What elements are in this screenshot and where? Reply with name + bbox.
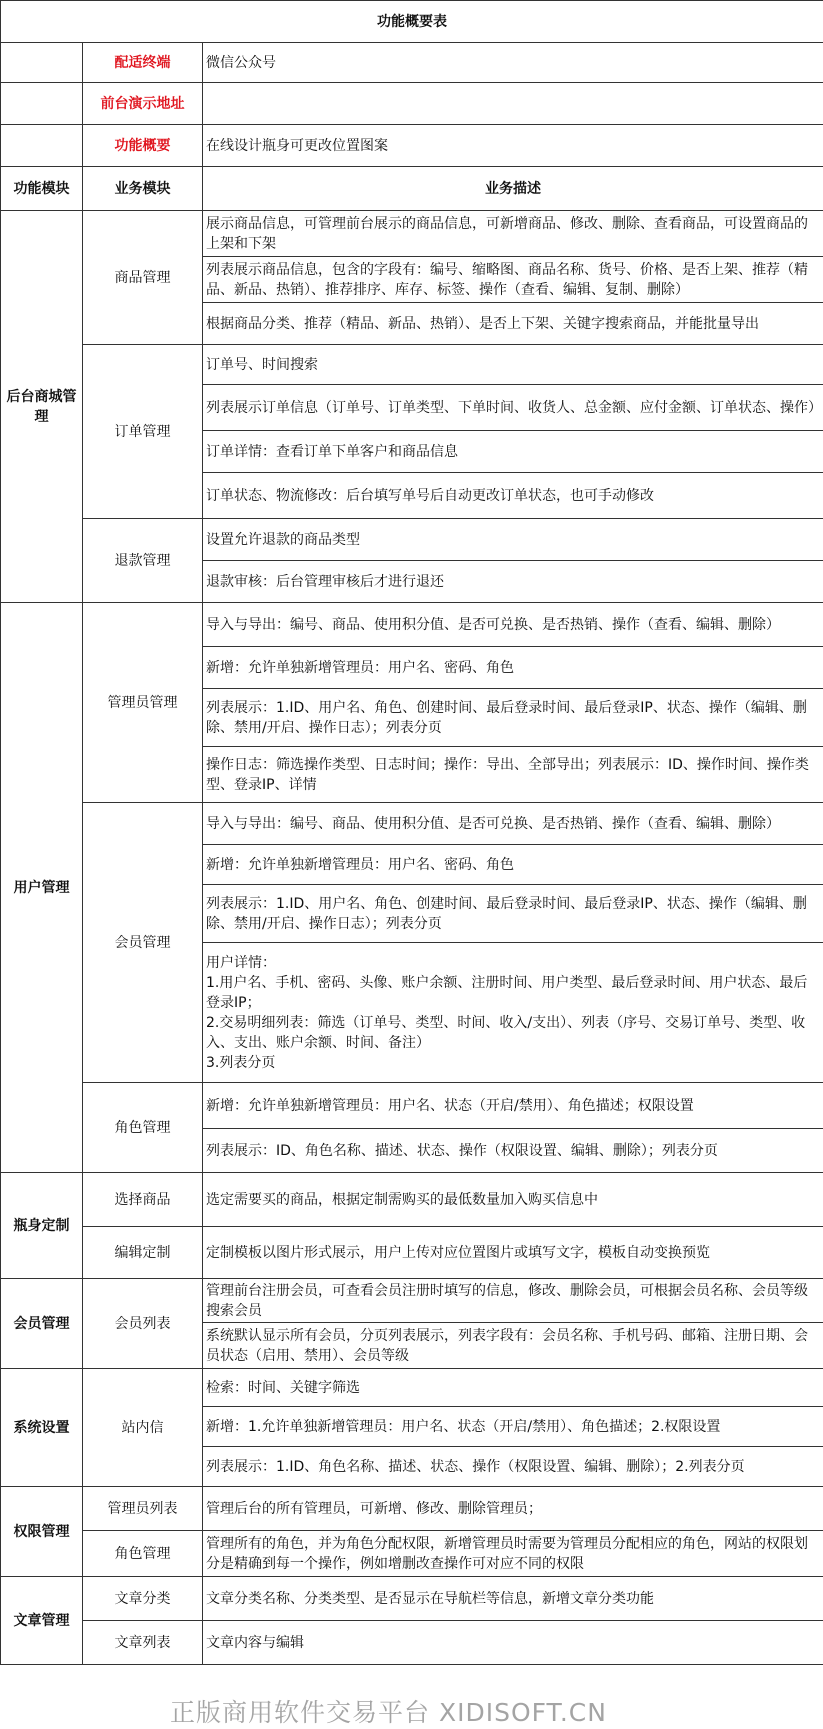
role-desc-1: 新增：允许单独新增管理员：用户名、状态（开启/禁用）、角色描述；权限设置 [203, 1083, 823, 1129]
role-manage-desc: 管理所有的角色，并为角色分配权限，新增管理员时需要为管理员分配相应的角色，网站的权限划分是精确到每一个操作，例如增删改查操作可对应不同的权限 [203, 1531, 823, 1577]
member-desc-3: 列表展示：1.ID、用户名、角色、创建时间、最后登录时间、最后登录IP、状态、操作（编辑、删除、禁用/开启、操作日志）；列表分页 [203, 885, 823, 943]
admin-desc-3: 列表展示：1.ID、用户名、角色、创建时间、最后登录时间、最后登录IP、状态、操作（编辑、删除、禁用/开启、操作日志）；列表分页 [203, 689, 823, 747]
module-mall: 后台商城管理 [1, 211, 83, 603]
goods-desc-1: 展示商品信息，可管理前台展示的商品信息，可新增商品、修改、删除、查看商品，可设置商品的上架和下架 [203, 211, 823, 257]
orders-desc-4: 订单状态、物流修改：后台填写单号后自动更改订单状态，也可手动修改 [203, 473, 823, 519]
member-detail-line-1: 用户详情： [206, 953, 820, 973]
module-users: 用户管理 [1, 603, 83, 1173]
sub-member-list: 会员列表 [83, 1279, 203, 1369]
member-desc-4 [203, 943, 823, 1083]
overview-label: 功能概要 [83, 125, 203, 167]
header-business: 业务模块 [83, 167, 203, 211]
terminal-value: 微信公众号 [203, 43, 823, 83]
sub-goods: 商品管理 [83, 211, 203, 345]
header-description: 业务描述 [203, 167, 823, 211]
module-article: 文章管理 [1, 1577, 83, 1665]
sub-article-list: 文章列表 [83, 1621, 203, 1665]
member-desc-1: 导入与导出：编号、商品、使用积分值、是否可兑换、是否热销、操作（查看、编辑、删除） [203, 803, 823, 845]
overview-value: 在线设计瓶身可更改位置图案 [203, 125, 823, 167]
header-module: 功能模块 [1, 167, 83, 211]
terminal-label: 配适终端 [83, 43, 203, 83]
member-detail-line-4: 3.列表分页 [206, 1053, 820, 1073]
member-detail-line-3: 2.交易明细列表：筛选（订单号、类型、时间、收入/支出）、列表（序号、交易订单号、类型、收入、支出、账户余额、时间、备注） [206, 1013, 820, 1053]
admin-desc-2: 新增：允许单独新增管理员：用户名、密码、角色 [203, 647, 823, 689]
orders-desc-1: 订单号、时间搜索 [203, 345, 823, 385]
sub-admin: 管理员管理 [83, 603, 203, 803]
admin-list-desc: 管理后台的所有管理员，可新增、修改、删除管理员； [203, 1487, 823, 1531]
site-message-desc-1: 检索：时间、关键字筛选 [203, 1369, 823, 1407]
sub-site-message: 站内信 [83, 1369, 203, 1487]
edit-custom-desc: 定制模板以图片形式展示，用户上传对应位置图片或填写文字，模板自动变换预览 [203, 1227, 823, 1279]
sub-member: 会员管理 [83, 803, 203, 1083]
article-category-desc: 文章分类名称、分类类型、是否显示在导航栏等信息，新增文章分类功能 [203, 1577, 823, 1621]
refund-desc-2: 退款审核：后台管理审核后才进行退还 [203, 561, 823, 603]
orders-desc-2: 列表展示订单信息（订单号、订单类型、下单时间、收货人、总金额、应付金额、订单状态、操作） [203, 385, 823, 431]
site-message-desc-2: 新增：1.允许单独新增管理员：用户名、状态（开启/禁用）、角色描述；2.权限设置 [203, 1407, 823, 1447]
orders-desc-3: 订单详情：查看订单下单客户和商品信息 [203, 431, 823, 473]
sub-role: 角色管理 [83, 1083, 203, 1173]
role-desc-2: 列表展示：ID、角色名称、描述、状态、操作（权限设置、编辑、删除）；列表分页 [203, 1129, 823, 1173]
sub-refund: 退款管理 [83, 519, 203, 603]
demo-label: 前台演示地址 [83, 83, 203, 125]
module-permissions: 权限管理 [1, 1487, 83, 1577]
member-list-desc-1: 管理前台注册会员，可查看会员注册时填写的信息，修改、删除会员，可根据会员名称、会员等级搜索会员 [203, 1279, 823, 1323]
sub-select-goods: 选择商品 [83, 1173, 203, 1227]
member-detail-line-2: 1.用户名、手机、密码、头像、账户余额、注册时间、用户类型、最后登录时间、用户状态、最后登录IP； [206, 973, 820, 1013]
admin-desc-1: 导入与导出：编号、商品、使用积分值、是否可兑换、是否热销、操作（查看、编辑、删除） [203, 603, 823, 647]
table-title: 功能概要表 [1, 1, 823, 43]
module-members: 会员管理 [1, 1279, 83, 1369]
article-list-desc: 文章内容与编辑 [203, 1621, 823, 1665]
sub-article-category: 文章分类 [83, 1577, 203, 1621]
site-message-desc-3: 列表展示：1.ID、角色名称、描述、状态、操作（权限设置、编辑、删除）；2.列表分页 [203, 1447, 823, 1487]
member-list-desc-2: 系统默认显示所有会员，分页列表展示，列表字段有：会员名称、手机号码、邮箱、注册日期、会员状态（启用、禁用）、会员等级 [203, 1323, 823, 1369]
member-desc-2: 新增：允许单独新增管理员：用户名、密码、角色 [203, 845, 823, 885]
sub-edit-custom: 编辑定制 [83, 1227, 203, 1279]
sub-admin-list: 管理员列表 [83, 1487, 203, 1531]
watermark: 正版商用软件交易平台 XIDISOFT.CN [170, 1693, 607, 1729]
sub-role-manage: 角色管理 [83, 1531, 203, 1577]
select-goods-desc: 选定需要买的商品，根据定制需购买的最低数量加入购买信息中 [203, 1173, 823, 1227]
module-bottle: 瓶身定制 [1, 1173, 83, 1279]
admin-desc-4: 操作日志：筛选操作类型、日志时间；操作：导出、全部导出；列表展示：ID、操作时间、操作类型、登录IP、详情 [203, 747, 823, 803]
demo-value [203, 83, 823, 125]
sub-orders: 订单管理 [83, 345, 203, 519]
refund-desc-1: 设置允许退款的商品类型 [203, 519, 823, 561]
goods-desc-3: 根据商品分类、推荐（精品、新品、热销）、是否上下架、关键字搜索商品，并能批量导出 [203, 303, 823, 345]
module-system: 系统设置 [1, 1369, 83, 1487]
goods-desc-2: 列表展示商品信息，包含的字段有：编号、缩略图、商品名称、货号、价格、是否上架、推荐（精品、新品、热销）、推荐排序、库存、标签、操作（查看、编辑、复制、删除） [203, 257, 823, 303]
